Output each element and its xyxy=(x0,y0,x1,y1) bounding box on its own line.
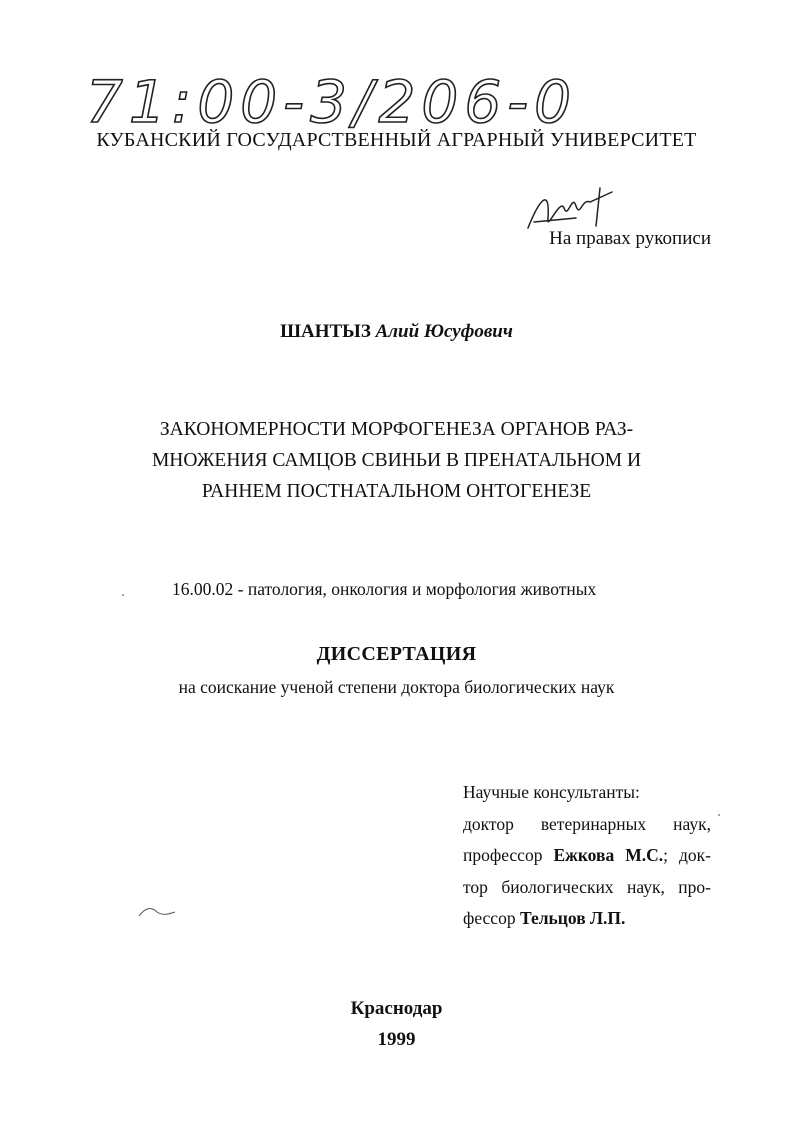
university-name: КУБАНСКИЙ ГОСУДАРСТВЕННЫЙ АГРАРНЫЙ УНИВЕРСИТЕТ xyxy=(96,129,697,151)
scan-mark-icon xyxy=(135,900,180,924)
consultants-line xyxy=(463,903,711,935)
scan-speck xyxy=(122,594,124,596)
degree-statement: на соискание ученой степени доктора биологических наук xyxy=(178,677,615,697)
dissertation-title xyxy=(0,414,793,507)
manuscript-note: На правах рукописи xyxy=(549,228,711,249)
consultants-text: фессор xyxy=(463,908,516,928)
consultant-name: Ежкова М.С. xyxy=(553,845,664,865)
scientific-consultants xyxy=(463,777,711,935)
consultants-heading: Научные консультанты: xyxy=(463,782,640,802)
consultant-name: Тельцов Л.П. xyxy=(519,908,626,928)
title-line: РАННЕМ ПОСТНАТАЛЬНОМ ОНТОГЕНЕЗЕ xyxy=(201,481,592,502)
consultants-line xyxy=(463,840,711,872)
title-line: ЗАКОНОМЕРНОСТИ МОРФОГЕНЕЗА ОРГАНОВ РАЗ- xyxy=(159,419,634,440)
consultants-line: доктор ветеринарных наук, xyxy=(463,813,711,834)
document-type: ДИССЕРТАЦИЯ xyxy=(316,643,477,665)
author-surname: ШАНТЫЗ xyxy=(280,321,371,342)
specialty-code: 16.00.02 - патология, онкология и морфология животных xyxy=(172,579,597,599)
title-line: МНОЖЕНИЯ САМЦОВ СВИНЬИ В ПРЕНАТАЛЬНОМ И xyxy=(151,450,642,471)
consultants-text: профессор xyxy=(463,845,543,865)
author-name xyxy=(0,321,793,343)
year: 1999 xyxy=(377,1029,416,1050)
consultants-line: тор биологических наук, про- xyxy=(463,876,711,897)
author-given-names: Алий Юсуфович xyxy=(375,321,513,342)
consultants-text: ; док- xyxy=(663,845,711,865)
scan-speck xyxy=(718,814,720,816)
city: Краснодар xyxy=(350,998,443,1019)
archive-number-text: 71:00-3/206-0 xyxy=(86,68,578,136)
